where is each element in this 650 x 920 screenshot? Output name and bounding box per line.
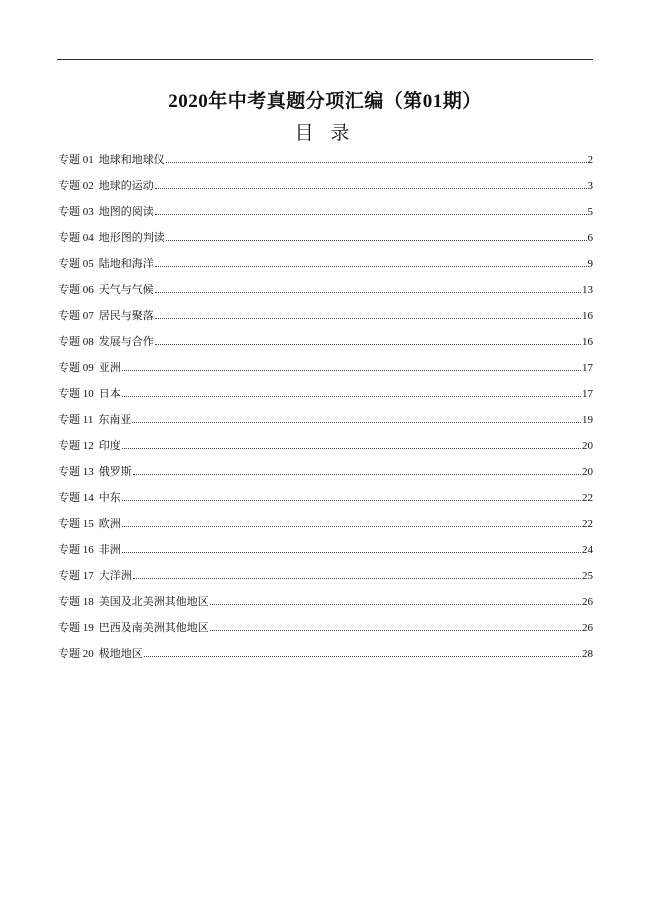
toc-entry[interactable] [58, 151, 593, 177]
toc-entry-page[interactable]: 20 [582, 466, 593, 478]
dot-leader [166, 239, 587, 241]
toc-entry-name[interactable]: 大洋洲 [98, 570, 132, 582]
toc-entry-page[interactable]: 20 [582, 440, 593, 452]
toc-entry[interactable] [58, 645, 593, 671]
dot-leader [155, 343, 581, 345]
toc-entry-page[interactable]: 5 [587, 206, 593, 218]
toc-entry-name[interactable]: 地图的阅读 [98, 206, 154, 218]
toc-entry-number: 专题 11 [58, 414, 94, 426]
toc-entry-page[interactable]: 28 [582, 648, 593, 660]
dot-leader [122, 525, 581, 527]
toc-entry-number: 专题 04 [58, 232, 94, 244]
toc-entry-number: 专题 08 [58, 336, 94, 348]
toc-entry-name[interactable]: 天气与气候 [98, 284, 154, 296]
document-title: 2020年中考真题分项汇编（第01期） [168, 91, 482, 112]
toc-entry-name[interactable]: 中东 [98, 492, 121, 504]
toc-entry-number: 专题 20 [58, 648, 94, 660]
dot-leader [166, 161, 587, 163]
toc-entry-number: 专题 18 [58, 596, 94, 608]
dot-leader [210, 629, 581, 631]
toc-entry-page[interactable]: 13 [582, 284, 593, 296]
toc-entry-page[interactable]: 16 [582, 336, 593, 348]
toc-entry-name[interactable]: 巴西及南美洲其他地区 [98, 622, 209, 634]
toc-entry-page[interactable]: 3 [587, 180, 593, 192]
dot-leader [122, 395, 581, 397]
dot-leader [122, 369, 581, 371]
toc-entry-page[interactable]: 26 [582, 622, 593, 634]
toc-entry-name[interactable]: 日本 [98, 388, 121, 400]
toc-entry-number: 专题 10 [58, 388, 94, 400]
toc-entry-name[interactable]: 陆地和海洋 [98, 258, 154, 270]
toc-entry[interactable] [58, 541, 593, 567]
dot-leader [133, 577, 581, 579]
toc-entry-name[interactable]: 发展与合作 [98, 336, 154, 348]
toc-entry-name[interactable]: 俄罗斯 [98, 466, 132, 478]
toc-entry-name[interactable]: 欧洲 [98, 518, 121, 530]
toc-entry[interactable] [58, 359, 593, 385]
toc-entry-page[interactable]: 19 [582, 414, 593, 426]
toc-entry[interactable] [58, 463, 593, 489]
dot-leader [155, 213, 587, 215]
toc-entry-number: 专题 03 [58, 206, 94, 218]
toc-entry-page[interactable]: 22 [582, 492, 593, 504]
toc-entry[interactable] [58, 593, 593, 619]
dot-leader [133, 473, 581, 475]
toc-entry-number: 专题 15 [58, 518, 94, 530]
toc-entry-number: 专题 16 [58, 544, 94, 556]
toc-entry[interactable] [58, 203, 593, 229]
dot-leader [144, 655, 581, 657]
toc-entry-name[interactable]: 非洲 [98, 544, 121, 556]
dot-leader [122, 447, 581, 449]
toc-entry[interactable] [58, 567, 593, 593]
toc-entry-page[interactable]: 16 [582, 310, 593, 322]
toc-entry-number: 专题 13 [58, 466, 94, 478]
toc-entry-number: 专题 02 [58, 180, 94, 192]
dot-leader [210, 603, 581, 605]
toc-entry-page[interactable]: 17 [582, 362, 593, 374]
toc-entry-page[interactable]: 9 [587, 258, 593, 270]
toc-entry-name[interactable]: 美国及北美洲其他地区 [98, 596, 209, 608]
toc-entry-number: 专题 14 [58, 492, 94, 504]
toc-entry-number: 专题 12 [58, 440, 94, 452]
dot-leader [155, 187, 587, 189]
toc-entry-page[interactable]: 26 [582, 596, 593, 608]
toc-entry[interactable] [58, 307, 593, 333]
toc-entry-number: 专题 19 [58, 622, 94, 634]
table-of-contents [58, 151, 593, 671]
dot-leader [132, 421, 581, 423]
toc-entry[interactable] [58, 255, 593, 281]
dot-leader [122, 499, 581, 501]
toc-entry[interactable] [58, 385, 593, 411]
toc-entry-page[interactable]: 17 [582, 388, 593, 400]
toc-heading: 目 录 [294, 123, 356, 144]
dot-leader [155, 317, 581, 319]
dot-leader [155, 291, 581, 293]
dot-leader [122, 551, 581, 553]
toc-entry[interactable] [58, 515, 593, 541]
toc-entry-page[interactable]: 24 [582, 544, 593, 556]
toc-entry-name[interactable]: 地球和地球仪 [98, 154, 165, 166]
toc-entry-number: 专题 07 [58, 310, 94, 322]
toc-entry[interactable] [58, 333, 593, 359]
toc-entry-page[interactable]: 22 [582, 518, 593, 530]
toc-entry-name[interactable]: 极地地区 [98, 648, 143, 660]
toc-entry-page[interactable]: 25 [582, 570, 593, 582]
toc-entry-name[interactable]: 东南亚 [98, 414, 132, 426]
toc-entry[interactable] [58, 411, 593, 437]
toc-entry-number: 专题 17 [58, 570, 94, 582]
dot-leader [155, 265, 587, 267]
toc-entry-number: 专题 05 [58, 258, 94, 270]
toc-entry[interactable] [58, 177, 593, 203]
toc-entry-name[interactable]: 亚洲 [98, 362, 121, 374]
toc-entry[interactable] [58, 489, 593, 515]
toc-entry-name[interactable]: 地球的运动 [98, 180, 154, 192]
toc-entry[interactable] [58, 281, 593, 307]
toc-entry-number: 专题 06 [58, 284, 94, 296]
toc-entry[interactable] [58, 437, 593, 463]
toc-entry[interactable] [58, 619, 593, 645]
toc-entry-number: 专题 09 [58, 362, 94, 374]
toc-entry-name[interactable]: 印度 [98, 440, 121, 452]
toc-entry-page[interactable]: 6 [587, 232, 593, 244]
toc-entry-name[interactable]: 居民与聚落 [98, 310, 154, 322]
toc-entry[interactable] [58, 229, 593, 255]
toc-entry-page[interactable]: 2 [587, 154, 593, 166]
toc-entry-name[interactable]: 地形图的判读 [98, 232, 165, 244]
toc-entry-number: 专题 01 [58, 154, 94, 166]
header-rule [57, 59, 593, 60]
